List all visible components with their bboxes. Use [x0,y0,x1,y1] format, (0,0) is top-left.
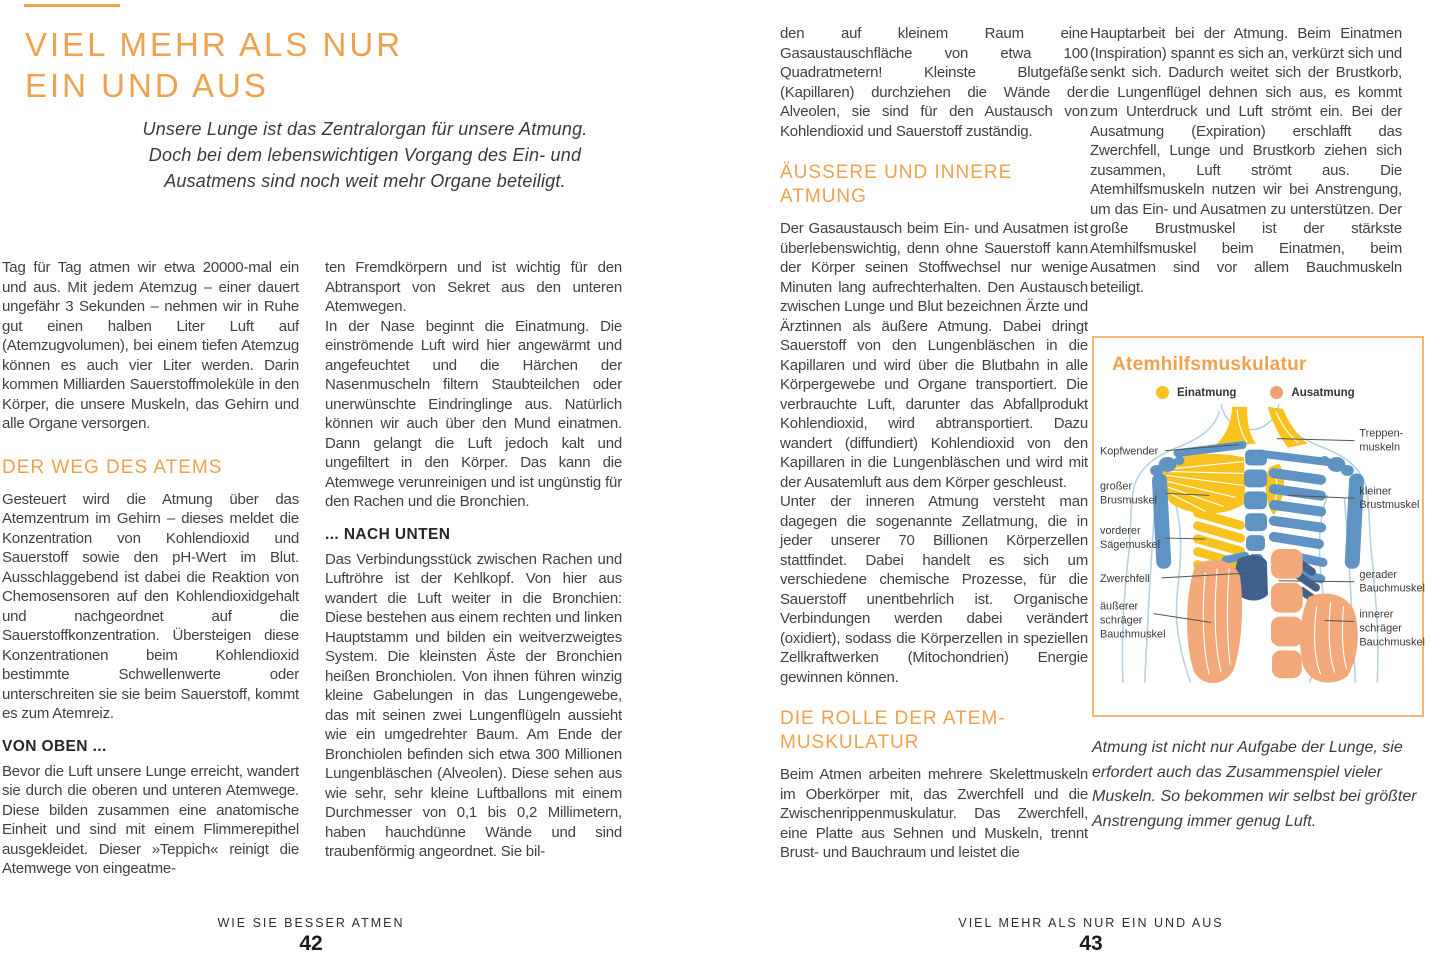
label-gerader-bauchmuskel: gerader [1359,568,1398,581]
aeusserer-schraeger-bauchmuskel [1187,560,1242,683]
paragraph: den auf kleinem Raum eine Gasaustauschfläche von etwa 100 Quadratmetern! Kleinste Blutgefäße (Kapillaren) durchziehen die Wände der Alveolen, sie sind für den Austausch von Kohlendioxid und Sauerstoff zuständig. [780,25,1088,140]
sternum-segment [1246,535,1265,551]
svg-text:Bauchmuskel: Bauchmuskel [1099,628,1166,641]
sternum-segment [1245,513,1267,531]
svg-text:Bauchmuskel: Bauchmuskel [1359,636,1425,649]
intro-text [128,116,602,194]
legend-label: Einatmung [1177,386,1237,399]
paragraph: Das Verbindungsstück zwischen Rachen und Luftröhre ist der Kehlkopf. Von hier aus wandert die Luft weiter in die Bronchien: Diese bestehen aus einem rechten und linken Hauptstamm und bilden ein weitverzweigtes System. Die kleinsten Äste der Bronchien heißen Bronchiolen. Von ihnen führen winzig kleine Gabelungen in das Lungengewebe, das mit seinen zwei Lungenflügeln aussieht wie ein umgedrehter Baum. Am Ende der Bronchiolen befinden sich etwa 300 Millionen Lungenbläschen (Alveolen). Diese sehen aus wie sehr, sehr kleine Luftballons mit einem Durchmesser von 0,1 bis 0,2 Millimetern, haben hauchdünne Wände und sind traubenförmig angeordnet. Sie bil- [325,550,622,860]
legend-item-einatmung [1156,386,1236,399]
paragraph: In der Nase beginnt die Einatmung. Die einströmende Luft wird hier angewärmt und angefeuchtet und die Härchen der Nasenmuscheln filtern Staubteilchen oder unerwünschte Eindringlinge aus. Natürlich können wir auch über den Mund einatmen. Dann gelangt die Luft jedoch kalt und ungefiltert in den Körper. Das kann die Atemwege verunreinigen und ist ungünstig für den Rachen und die Bronchien. [325,317,622,510]
sub-heading: VON OBEN ... [2,737,107,755]
paragraph: Beim Atmen arbeiten mehrere Skelettmuskeln im Oberkörper mit, das Zwerchfell und die Zwischenrippenmuskulatur. Das Zwerchfell, eine Platte aus Sehnen und Muskeln, trennt Brust- und Bauchraum und leistet die [780,766,1088,861]
sternum-segment [1244,491,1267,509]
legend-label: Ausatmung [1291,386,1355,399]
paragraph: Hauptarbeit bei der Atmung. Beim Einatmen (Inspiration) spannt es sich an, verkürzt sich und senkt sich. Dadurch weitet sich der Brustkorb, die Lungenflügel dehnen sich aus, es kommt zum Unterdruck und Luft strömt ein. Bei der Ausatmung (Expiration) erschlafft das Zwerchfell, Lunge und Brustkorb ziehen sich zusammen, Luft strömt aus. Die Atemhilfsmuskeln nutzen wir bei Anstrengung, um das Ein- und Ausatmen zu unterstützen. Der große Brustmuskel ist der stärkste Atemhilfsmuskel beim Einatmen, beim Ausatmen sind vor allem Bauchmuskeln beteiligt. [1090,25,1402,296]
figure-caption: Atmung ist nicht nur Aufgabe der Lunge, sie erfordert auch das Zusammenspiel vieler Muskeln. So bekommen wir selbst bei größter Anstrengung immer genug Luft. [1092,739,1417,830]
rib [1268,499,1326,517]
text-columns-42 [2,258,622,879]
legend-item-ausatmung [1270,386,1354,399]
svg-text:Brustmuskel: Brustmuskel [1359,499,1420,512]
page-title [25,24,403,106]
figure-legend [1156,386,1422,399]
svg-text:Sägemuskel: Sägemuskel [1099,539,1161,551]
paragraph: Unter der inneren Atmung versteht man dagegen die sogenannte Zellatmung, die in jeder unserer 70 Billionen Körperzellen stattfindet. Dabei handelt es sich um verschiedene chemische Prozesse, für die Sauerstoff unentbehrlich ist. Organische Verbindungen werden dabei verändert (oxidiert), sodass die Körperzellen in speziellen Zellkraftwerken (Mitochondrien) Energie gewinnen können. [780,493,1088,686]
treppenmuskeln-muscle [1268,407,1308,448]
label-innerer-schraeger: innerer [1359,608,1394,621]
rectus-segment [1271,549,1303,579]
section-heading: DER WEG DES ATEMS [2,456,223,478]
figure-labels-right [1359,428,1425,649]
label-kopfwender: Kopfwender [1099,445,1159,458]
kopfwender-muscle [1211,407,1256,448]
svg-text:schräger: schräger [1099,614,1143,627]
paragraph: Tag für Tag atmen wir etwa 20000-mal ein und aus. Mit jedem Atemzug – einer dauert ungefähr 3 Sekunden – nehmen wir in Ruhe gut einen halben Liter Luft auf (Atemzugvolumen), bei einem tiefen Atemzug können es auch vier Liter werden. Darin kommen Milliarden Sauerstoffmoleküle in den Körper, die unsere Muskeln, das Gehirn und alle Organe versorgen. [2,259,299,432]
intro-line: Ausatmens sind noch weit mehr Organe beteiligt. [164,171,566,191]
page-title-line: VIEL MEHR ALS NUR [25,26,404,63]
paragraph: Bevor die Luft unsere Lunge erreicht, wandert sie durch die oberen und unteren Atemwege. Diese bilden zusammen eine anatomische Einheit und sind mit einem Flimmerepithel ausgekleidet. Dieser »Teppich« reinigt die Atemwege von eingeatme- [2,762,299,877]
svg-text:schräger: schräger [1359,622,1402,635]
page-title-line: EIN UND AUS [25,67,269,104]
column-1 [2,258,299,879]
intro-line: Doch bei dem lebenswichtigen Vorgang des Ein- und [148,145,582,165]
running-head: WIE SIE BESSER ATMEN [217,916,405,930]
footer-left [0,916,622,956]
column-4 [1090,24,1402,297]
rectus-segment [1271,583,1303,613]
sub-heading: ... NACH UNTEN [325,525,451,543]
muscle-diagram-box [1092,336,1424,717]
intro-line: Unsere Lunge ist das Zentralorgan für unsere Atmung. [142,119,588,139]
figure-title: Atemhilfsmuskulatur [1112,354,1307,375]
svg-text:Brusmuskel: Brusmuskel [1099,494,1158,507]
column-2 [325,258,622,879]
svg-text:Bauchmuskel: Bauchmuskel [1359,582,1425,595]
accent-dash [24,4,120,7]
sternum-segment [1244,469,1267,487]
label-treppenmuskeln: Treppen- [1359,427,1404,440]
page-number: 43 [1079,932,1103,955]
sternum-segment [1245,450,1267,466]
label-aeusserer-schraeger: äußerer [1099,600,1139,613]
label-vorderer-saegemuskel: vorderer [1099,525,1141,538]
exhale-color-dot [1270,386,1283,399]
label-grosser-brusmuskel: großer [1099,480,1133,493]
paragraph: Der Gasaustausch beim Ein- und Ausatmen ist überlebenswichtig, denn ohne Sauerstoff kann der Körper seinen Stoffwechsel nur wenige Minuten lang aufrechterhalten. Den Austausch zwischen Lunge und Blut bezeichnen Ärzte und Ärztinnen als äußere Atmung. Dabei dringt Sauerstoff von den Lungenbläschen in die Kapillaren und wird über die Blutbahn in alle Körpergewebe und Organe transportiert. Die verbrauchte Luft, darunter das Abfallprodukt Kohlendioxid, wird abtransportiert. Dazu wandert (diffundiert) Kohlendioxid von den Kapillaren in die Lungenbläschen und wird mit der Ausatemluft aus dem Körper geschleust. [780,220,1088,491]
paragraph: ten Fremdkörpern und ist wichtig für den Abtransport von Sekret aus den unteren Atemwegen. [325,259,622,315]
inhale-color-dot [1156,386,1169,399]
label-kleiner-brustmuskel: kleiner [1359,485,1392,498]
label-zwerchfell: Zwerchfell [1099,572,1150,585]
column-3 [780,24,1088,863]
rectus-segment [1271,617,1303,647]
rectus-segment [1272,650,1302,678]
rib [1268,531,1325,550]
footer-right [780,916,1402,956]
torso-illustration [1094,403,1425,693]
section-heading: ÄUSSERE UND INNERE ATMUNG [780,162,1013,207]
svg-text:muskeln: muskeln [1359,441,1401,454]
running-head: VIEL MEHR ALS NUR EIN UND AUS [958,916,1224,930]
page-number: 42 [299,932,323,955]
paragraph: Gesteuert wird die Atmung über das Atemzentrum im Gehirn – dieses meldet die Konzentration von Kohlendioxid und Sauerstoff sowie den pH-Wert im Blut. Ausschlaggebend ist dabei die Reaktion von Chemosensoren auf den Kohlendioxidgehalt und nachgeordnet auf die Sauerstoffkonzentration. Übersteigen diese Konzentrationen beim Kohlendioxid bestimmte Schwellenwerte oder unterschreiten sie sie beim Sauerstoff, kommt es zum Atemreiz. [2,490,299,722]
section-heading: DIE ROLLE DER ATEM-MUSKULATUR [780,708,1006,753]
rib [1268,515,1326,533]
